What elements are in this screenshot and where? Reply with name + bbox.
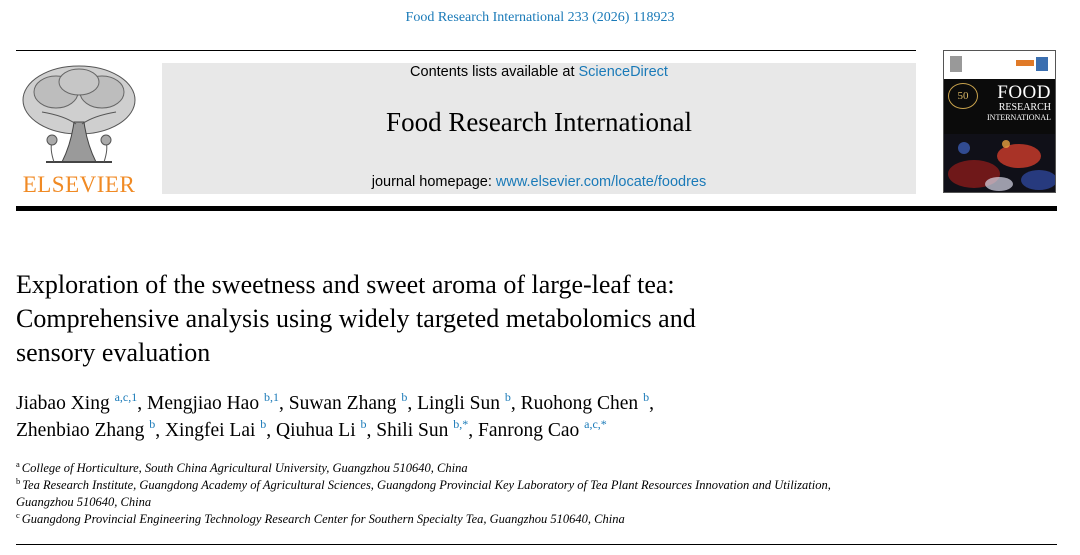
affiliation-text: College of Horticulture, South China Agricultural University, Guangzhou 510640, China bbox=[21, 461, 468, 475]
affiliation-row bbox=[16, 460, 1016, 477]
cover-artwork bbox=[944, 134, 1055, 192]
author-affiliation-mark[interactable]: b bbox=[401, 390, 408, 404]
author-affiliation-mark[interactable]: a,c,* bbox=[584, 417, 607, 431]
homepage-line bbox=[162, 174, 916, 190]
author-affiliation-mark[interactable]: b bbox=[643, 390, 650, 404]
title-line-1: Exploration of the sweetness and sweet aroma of large-leaf tea: bbox=[16, 270, 675, 299]
journal-cover[interactable] bbox=[943, 50, 1056, 193]
author-name[interactable]: Xingfei Lai bbox=[164, 420, 256, 441]
cover-header-strip bbox=[944, 51, 1055, 79]
author-line-2: Zhenbiao Zhang $^b$, Xingfei Lai $^b$, Qiuhua Li $^b$, Shili Sun $^{b,*}$, Fanrong Cao $^{a,c,*}$ bbox=[16, 417, 607, 441]
author-name[interactable]: Qiuhua Li bbox=[276, 420, 356, 441]
author-name[interactable]: Fanrong Cao bbox=[477, 420, 580, 441]
author-name[interactable]: Jiabao Xing bbox=[16, 393, 110, 414]
author-affiliation-mark[interactable]: b bbox=[260, 417, 267, 431]
author-affiliation-mark[interactable]: a,c,1 bbox=[114, 390, 138, 404]
author-affiliation-mark[interactable]: b bbox=[360, 417, 367, 431]
cover-title bbox=[973, 83, 1051, 122]
homepage-prefix: journal homepage: bbox=[371, 174, 496, 190]
author-list bbox=[16, 390, 1016, 444]
affiliation-mark: c bbox=[16, 510, 20, 520]
cover-anniversary-badge: 50 bbox=[948, 83, 978, 109]
sciencedirect-link[interactable]: ScienceDirect bbox=[578, 64, 668, 80]
author-name[interactable]: Ruohong Chen bbox=[520, 393, 639, 414]
article-title[interactable] bbox=[16, 268, 916, 370]
author-name[interactable]: Suwan Zhang bbox=[288, 393, 397, 414]
author-name[interactable]: Mengjiao Hao bbox=[146, 393, 260, 414]
cover-title-line2: RESEARCH bbox=[998, 102, 1051, 113]
title-line-3: sensory evaluation bbox=[16, 338, 211, 367]
author-name[interactable]: Zhenbiao Zhang bbox=[16, 420, 145, 441]
author-name[interactable]: Shili Sun bbox=[376, 420, 449, 441]
affiliation-text: Guangdong Provincial Engineering Technology Research Center for Southern Specialty Tea, Guangzhou 510640, China bbox=[21, 512, 625, 526]
title-line-2: Comprehensive analysis using widely targeted metabolomics and bbox=[16, 304, 696, 333]
cover-title-line1: FOOD bbox=[997, 82, 1051, 103]
affiliation-row bbox=[16, 511, 1016, 528]
journal-citation[interactable]: Food Research International 233 (2026) 118923 bbox=[405, 10, 675, 25]
contents-line bbox=[162, 64, 916, 80]
affiliation-mark: b bbox=[16, 476, 21, 486]
cover-title-line3: INTERNATIONAL bbox=[987, 113, 1051, 122]
affiliation-row bbox=[16, 477, 1016, 494]
author-affiliation-mark[interactable]: b bbox=[504, 390, 511, 404]
affiliation-row bbox=[16, 494, 1016, 511]
author-name[interactable]: Lingli Sun bbox=[417, 393, 501, 414]
affiliation-text: Guangzhou 510640, China bbox=[16, 495, 152, 509]
elsevier-wordmark[interactable]: ELSEVIER bbox=[22, 172, 136, 197]
affiliation-list bbox=[16, 460, 1016, 528]
header-divider-top bbox=[16, 50, 916, 51]
journal-name[interactable]: Food Research International bbox=[386, 107, 692, 137]
author-line-1: Jiabao Xing $^{a,c,1}$, Mengjiao Hao $^{b,1}$, Suwan Zhang $^b$, Lingli Sun $^b$, Ruohong Chen $^b$, bbox=[16, 390, 654, 414]
journal-homepage-link[interactable]: www.elsevier.com/locate/foodres bbox=[495, 174, 707, 190]
author-affiliation-mark[interactable]: b bbox=[149, 417, 156, 431]
author-affiliation-mark[interactable]: b,1 bbox=[263, 390, 279, 404]
header-divider-thick bbox=[16, 206, 1057, 211]
author-affiliation-mark[interactable]: b,* bbox=[453, 417, 469, 431]
section-divider-bottom bbox=[16, 544, 1057, 545]
affiliation-text: Tea Research Institute, Guangdong Academy of Agricultural Sciences, Guangdong Provincial Key Laboratory of Tea Plant Resources Innovation and Utilization, bbox=[22, 478, 831, 492]
affiliation-mark: a bbox=[16, 459, 20, 469]
contents-prefix: Contents lists available at bbox=[410, 64, 579, 80]
